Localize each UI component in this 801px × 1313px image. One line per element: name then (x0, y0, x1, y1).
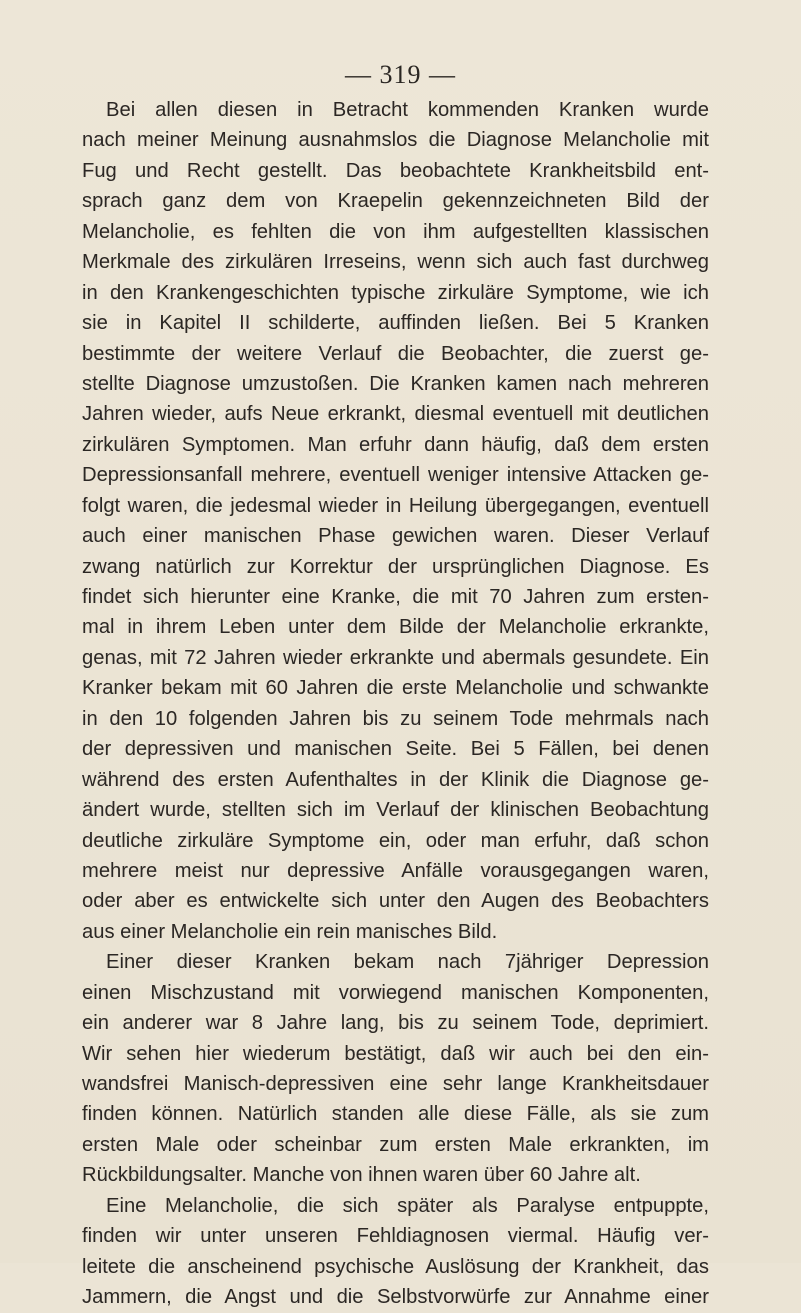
text-line: oder aber es entwickelte sich unter den Augen des Beobachters (82, 890, 709, 913)
text-line: zirkulären Symptomen. Man erfuhr dann häufig, daß dem ersten (82, 433, 709, 456)
text-line: leitete die anscheinend psychische Auslösung der Krankheit, das (82, 1255, 709, 1278)
text-line: nach meiner Meinung ausnahmslos die Diagnose Melancholie mit (82, 129, 709, 152)
text-line: zwang natürlich zur Korrektur der ursprünglichen Diagnose. Es (82, 555, 709, 578)
text-line: Einer dieser Kranken bekam nach 7jähriger Depression (106, 951, 709, 974)
page-number: — 319 — (345, 60, 456, 89)
text-line: Wir sehen hier wiederum bestätigt, daß wir auch bei den ein- (82, 1042, 709, 1065)
body-text (82, 95, 709, 1313)
text-line: ein anderer war 8 Jahre lang, bis zu seinem Tode, deprimiert. (82, 1012, 709, 1035)
text-line: der depressiven und manischen Seite. Bei 5 Fällen, bei denen (82, 738, 709, 761)
text-line: Merkmale des zirkulären Irreseins, wenn sich auch fast durchweg (82, 251, 709, 274)
text-line: Bei allen diesen in Betracht kommenden Kranken wurde (106, 99, 709, 121)
text-line: ändert wurde, stellten sich im Verlauf der klinischen Beobachtung (82, 799, 709, 822)
text-line: sie in Kapitel II schilderte, auffinden ließen. Bei 5 Kranken (82, 312, 709, 335)
text-line: Melancholie, es fehlten die von ihm aufgestellten klassischen (82, 220, 709, 243)
text-line: bestimmte der weitere Verlauf die Beobachter, die zuerst ge- (82, 342, 709, 365)
text-line: genas, mit 72 Jahren wieder erkrankte und abermals gesundete. Ein (82, 646, 709, 669)
text-line: Jahren wieder, aufs Neue erkrankt, diesmal eventuell mit deutlichen (82, 403, 709, 426)
text-line: finden können. Natürlich standen alle diese Fälle, als sie zum (82, 1103, 709, 1126)
text-line: mehrere meist nur depressive Anfälle vorausgegangen waren, (82, 859, 709, 882)
text-line: Fug und Recht gestellt. Das beobachtete Krankheitsbild ent- (82, 159, 709, 182)
text-line: mal in ihrem Leben unter dem Bilde der Melancholie erkrankte, (82, 616, 709, 639)
text-line: in den 10 folgenden Jahren bis zu seinem Tode mehrmals nach (82, 707, 709, 730)
text-line: Eine Melancholie, die sich später als Paralyse entpuppte, (106, 1194, 709, 1217)
text-line: finden wir unter unseren Fehldiagnosen viermal. Häufig ver- (82, 1225, 709, 1248)
text-line: folgt waren, die jedesmal wieder in Heilung übergegangen, eventuell (82, 494, 709, 517)
text-line: Jammern, die Angst und die Selbstvorwürfe zur Annahme einer (82, 1286, 709, 1309)
text-line: Rückbildungsalter. Manche von ihnen waren über 60 Jahre alt. (82, 1164, 641, 1187)
text-line: wandsfrei Manisch-depressiven eine sehr lange Krankheitsdauer (82, 1073, 709, 1095)
text-line: aus einer Melancholie ein rein manisches Bild. (82, 920, 498, 943)
text-line: ersten Male oder scheinbar zum ersten Male erkrankten, im (82, 1133, 709, 1156)
text-line: Depressionsanfall mehrere, eventuell weniger intensive Attacken ge- (82, 464, 709, 487)
text-line: deutliche zirkuläre Symptome ein, oder man erfuhr, daß schon (82, 829, 709, 852)
text-line: stellte Diagnose umzustoßen. Die Kranken kamen nach mehreren (82, 372, 709, 395)
text-line: Kranker bekam mit 60 Jahren die erste Melancholie und schwankte (82, 677, 709, 700)
text-line: während des ersten Aufenthaltes in der Klinik die Diagnose ge- (82, 768, 709, 791)
text-line: einen Mischzustand mit vorwiegend manischen Komponenten, (82, 981, 709, 1004)
text-line: sprach ganz dem von Kraepelin gekennzeichneten Bild der (82, 190, 709, 213)
text-line: in den Krankengeschichten typische zirkuläre Symptome, wie ich (82, 281, 709, 304)
text-line: findet sich hierunter eine Kranke, die mit 70 Jahren zum ersten- (82, 586, 709, 608)
text-line: auch einer manischen Phase gewichen waren. Dieser Verlauf (82, 525, 709, 548)
